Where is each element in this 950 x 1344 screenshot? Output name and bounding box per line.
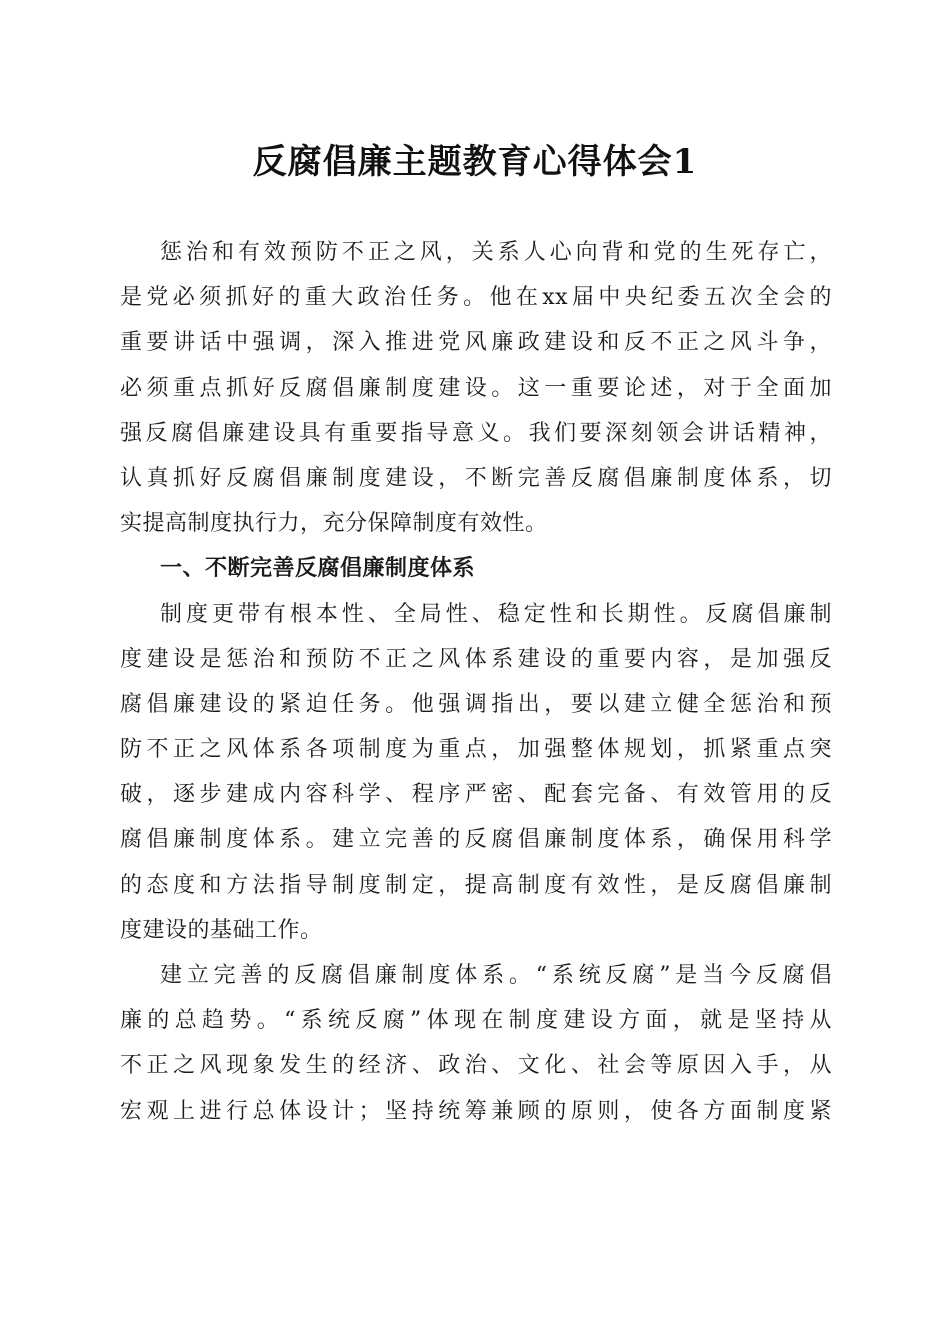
paragraph-line: 腐倡廉制度体系。建立完善的反腐倡廉制度体系，确保用科学 [120,827,832,853]
paragraph-3 [120,953,832,1134]
paragraph-line: 必须重点抓好反腐倡廉制度建设。这一重要论述，对于全面加 [120,375,832,401]
paragraph-line: 是党必须抓好的重大政治任务。他在xx届中央纪委五次全会的 [120,285,832,311]
paragraph-2 [120,592,832,954]
paragraph-line: 认真抓好反腐倡廉制度建设，不断完善反腐倡廉制度体系，切 [120,465,832,491]
document-body [120,230,832,1134]
paragraph-line: 不正之风现象发生的经济、政治、文化、社会等原因入手，从 [120,1053,832,1079]
paragraph-line: 实提高制度执行力，充分保障制度有效性。 [120,511,548,537]
paragraph-line: 度建设是惩治和预防不正之风体系建设的重要内容，是加强反 [120,646,832,672]
paragraph-line: 腐倡廉建设的紧迫任务。他强调指出，要以建立健全惩治和预 [120,691,832,717]
section-heading: 一、不断完善反腐倡廉制度体系 [160,556,476,582]
paragraph-line: 强反腐倡廉建设具有重要指导意义。我们要深刻领会讲话精神， [120,420,832,446]
paragraph-line: 宏观上进行总体设计；坚持统筹兼顾的原则，使各方面制度紧 [120,1098,832,1124]
paragraph-line: 防不正之风体系各项制度为重点，加强整体规划，抓紧重点突 [120,737,832,763]
paragraph-line: 度建设的基础工作。 [120,917,323,943]
paragraph-line: 建立完善的反腐倡廉制度体系。“系统反腐”是当今反腐倡 [160,963,832,988]
paragraph-line: 的态度和方法指导制度制定，提高制度有效性，是反腐倡廉制 [120,872,832,898]
paragraph-1 [120,230,832,546]
paragraph-line: 破，逐步建成内容科学、程序严密、配套完备、有效管用的反 [120,782,832,808]
paragraph-line: 廉的总趋势。“系统反腐”体现在制度建设方面，就是坚持从 [120,1008,832,1034]
paragraph-line: 制度更带有根本性、全局性、稳定性和长期性。反腐倡廉制 [160,601,832,627]
paragraph-line: 惩治和有效预防不正之风，关系人心向背和党的生死存亡， [160,240,832,265]
paragraph-line: 重要讲话中强调，深入推进党风廉政建设和反不正之风斗争， [120,330,832,356]
document-title: 反腐倡廉主题教育心得体会1 [252,142,698,182]
